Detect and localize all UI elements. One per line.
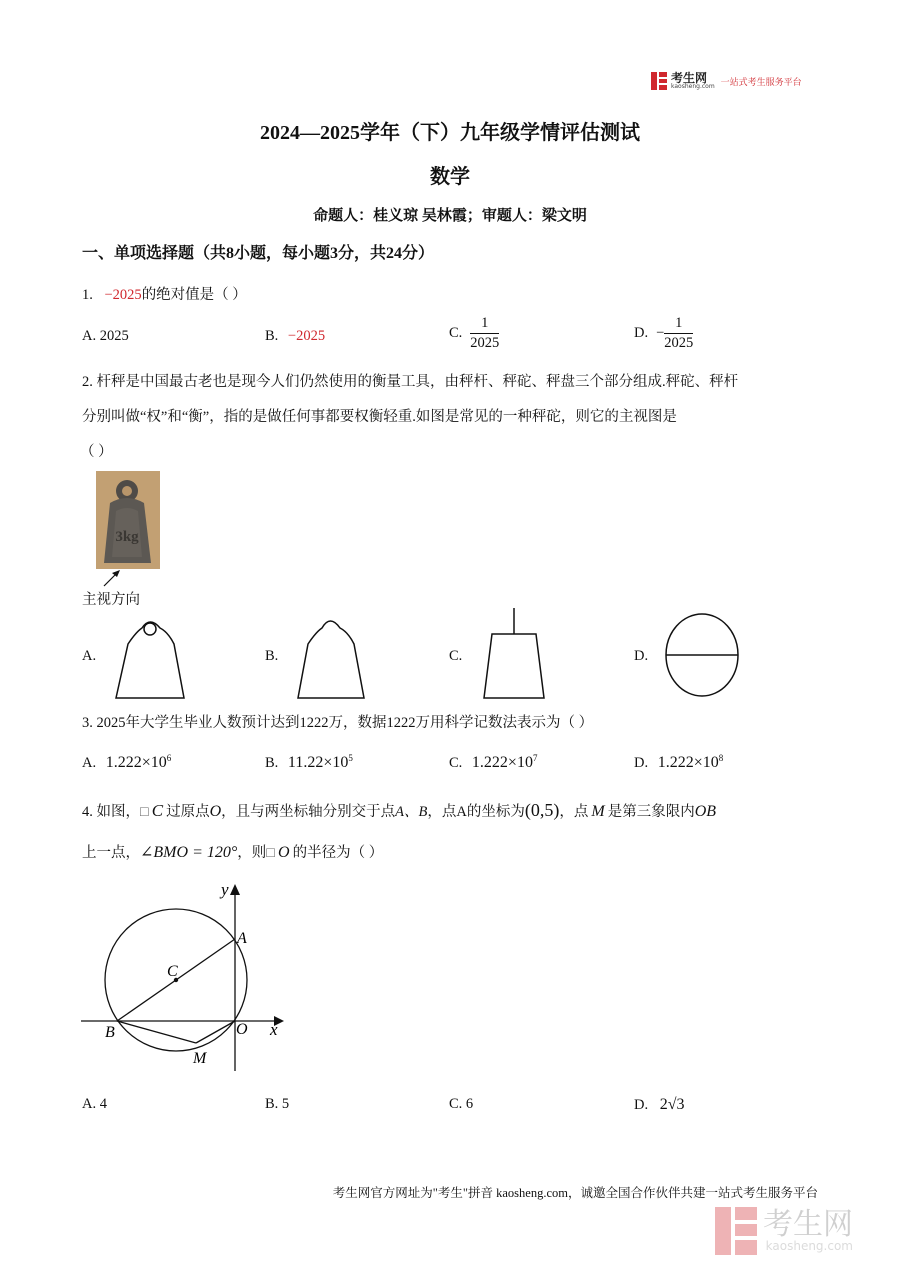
- fraction-numerator: 1: [664, 316, 693, 334]
- option-label: D.: [634, 754, 649, 771]
- q4-text: 4. 如图，: [82, 804, 140, 820]
- q1-option-c[interactable]: [449, 316, 499, 351]
- q2-option-d-figure[interactable]: [662, 610, 742, 700]
- q2-stem-line1: 2. 杆秤是中国最古老也是现今人们仍然使用的衡量工具，由秤杆、秤砣、秤盘三个部分组成.秤砣、秤杆: [82, 374, 739, 390]
- kaosheng-logo-icon: [651, 72, 667, 90]
- q4-option-d[interactable]: [634, 1096, 685, 1114]
- logo-slogan: 一站式考生服务平台: [720, 77, 802, 88]
- q3-option-d[interactable]: [634, 753, 723, 772]
- q4-text: ，点A的坐标为: [427, 804, 525, 820]
- exponent: 7: [532, 753, 538, 763]
- option-label: C.: [449, 754, 463, 771]
- point-o: O: [278, 844, 290, 861]
- kaosheng-watermark: [715, 1207, 853, 1255]
- q2-option-a-figure[interactable]: [110, 610, 190, 702]
- q4-text: 是第三象限内: [607, 804, 695, 820]
- q4-coordinate-figure: [76, 876, 296, 1076]
- q1-option-d[interactable]: [634, 316, 693, 351]
- exam-title: 2024—2025学年（下）九年级学情评估测试: [260, 122, 640, 144]
- weight-photo: [96, 471, 160, 569]
- q3-option-c[interactable]: [449, 753, 537, 772]
- q2-stem-line2: 分别叫做“权”和“衡”，指的是做任何事都要权衡轻重.如图是常见的一种秤砣，则它的主视图是: [82, 409, 677, 425]
- q4-option-b[interactable]: B. 5: [265, 1096, 290, 1112]
- q4-stem-line2: [82, 841, 383, 862]
- logo-text: 考生网: [671, 71, 708, 85]
- exponent: 8: [718, 753, 724, 763]
- circle-symbol: □: [266, 845, 276, 861]
- option-label: D.: [634, 1097, 649, 1113]
- label-a: A: [237, 930, 247, 947]
- exam-authors: 命题人：桂义琼 吴林霞；审题人：梁文明: [313, 208, 587, 224]
- label-b: B: [105, 1024, 115, 1041]
- watermark-subtext: kaosheng.com: [765, 1239, 853, 1253]
- exponent: 6: [166, 753, 172, 763]
- option-label: B.: [265, 754, 279, 771]
- q4-text: ，点: [559, 804, 589, 820]
- q4-text: 的半径为（ ）: [292, 845, 384, 861]
- q4-option-a[interactable]: A. 4: [82, 1096, 107, 1112]
- fraction: [664, 316, 693, 351]
- option-label: D.: [634, 325, 649, 342]
- q4-text: ，且与两坐标轴分别交于点: [221, 804, 396, 820]
- logo-subtext: kaosheng.com: [671, 83, 715, 90]
- view-direction-arrow: [98, 568, 128, 588]
- watermark-logo-icon: [715, 1207, 757, 1255]
- q4-option-c[interactable]: C. 6: [449, 1096, 474, 1112]
- segment-bm: [117, 1021, 196, 1043]
- fraction-denominator: 2025: [470, 335, 500, 352]
- point-o: O: [209, 803, 222, 820]
- option-label: A.: [82, 754, 97, 771]
- q4-text: ，则: [237, 845, 267, 861]
- label-m: M: [193, 1050, 207, 1067]
- kaosheng-logo[interactable]: [651, 72, 802, 90]
- circle-symbol: □: [140, 804, 149, 820]
- q3-option-a[interactable]: [82, 753, 171, 772]
- q2-option-b-figure[interactable]: [292, 610, 372, 702]
- option-label: B.: [265, 328, 279, 344]
- q3-option-b[interactable]: [265, 753, 353, 772]
- q2-option-c-label[interactable]: C.: [449, 648, 463, 664]
- q2-option-b-label[interactable]: B.: [265, 648, 279, 664]
- y-axis-arrow: [230, 884, 240, 895]
- point-c: C: [151, 801, 164, 820]
- q3-option-b-value: 11.22×10: [287, 753, 349, 771]
- q4-text: 过原点: [166, 804, 210, 820]
- label-o: O: [236, 1021, 248, 1038]
- q2-option-a-label[interactable]: A.: [82, 648, 97, 664]
- points-a-b: A、B: [395, 804, 428, 820]
- weight-mark: 3kg: [115, 529, 139, 545]
- view-direction-label: 主视方向: [82, 592, 140, 608]
- q4-stem-line1: [82, 800, 716, 821]
- label-x: x: [270, 1020, 278, 1039]
- fraction-numerator: 1: [470, 316, 499, 334]
- fraction-denominator: 2025: [664, 335, 694, 352]
- q1-expression: −2025: [104, 287, 142, 303]
- question-1-stem: [82, 283, 247, 304]
- exponent: 5: [348, 753, 353, 763]
- section-heading: 一、单项选择题（共8小题，每小题3分，共24分）: [82, 245, 435, 262]
- label-c: C: [167, 963, 178, 980]
- question-number: 1.: [82, 287, 93, 303]
- watermark-text: 考生网: [763, 1207, 853, 1242]
- point-a-coordinates: (0,5): [524, 800, 560, 820]
- q2-option-c-figure[interactable]: [478, 606, 550, 702]
- exam-subject: 数学: [430, 166, 470, 188]
- minus-sign: −: [656, 325, 665, 342]
- q2-option-d-label[interactable]: D.: [634, 648, 649, 664]
- point-m: M: [591, 803, 605, 820]
- q1-option-a[interactable]: A. 2025: [82, 328, 129, 344]
- q4-option-d-value: 2√3: [659, 1096, 685, 1113]
- q2-answer-paren: （ ）: [80, 444, 113, 460]
- q4-text: 上一点，: [82, 845, 140, 861]
- label-y: y: [221, 880, 229, 899]
- fraction: [470, 316, 499, 351]
- q1-option-b[interactable]: [265, 328, 325, 345]
- q3-stem: 3. 2025年大学生毕业人数预计达到1222万，数据1222万用科学记数法表示为（ ）: [82, 715, 594, 731]
- option-label: C.: [449, 325, 463, 342]
- q3-option-c-value: 1.222×10: [471, 753, 533, 771]
- footer-notice: 考生网官方网址为"考生"拼音 kaosheng.com，诚邀全国合作伙伴共建一站式考生服务平台: [332, 1186, 818, 1200]
- angle-bmo: ∠BMO = 120°: [140, 844, 238, 861]
- q3-option-a-value: 1.222×10: [105, 753, 167, 771]
- segment-ob: OB: [694, 803, 717, 820]
- q1-text: 的绝对值是（ ）: [141, 287, 247, 303]
- q3-option-d-value: 1.222×10: [657, 753, 719, 771]
- q1-option-b-value: −2025: [287, 328, 326, 344]
